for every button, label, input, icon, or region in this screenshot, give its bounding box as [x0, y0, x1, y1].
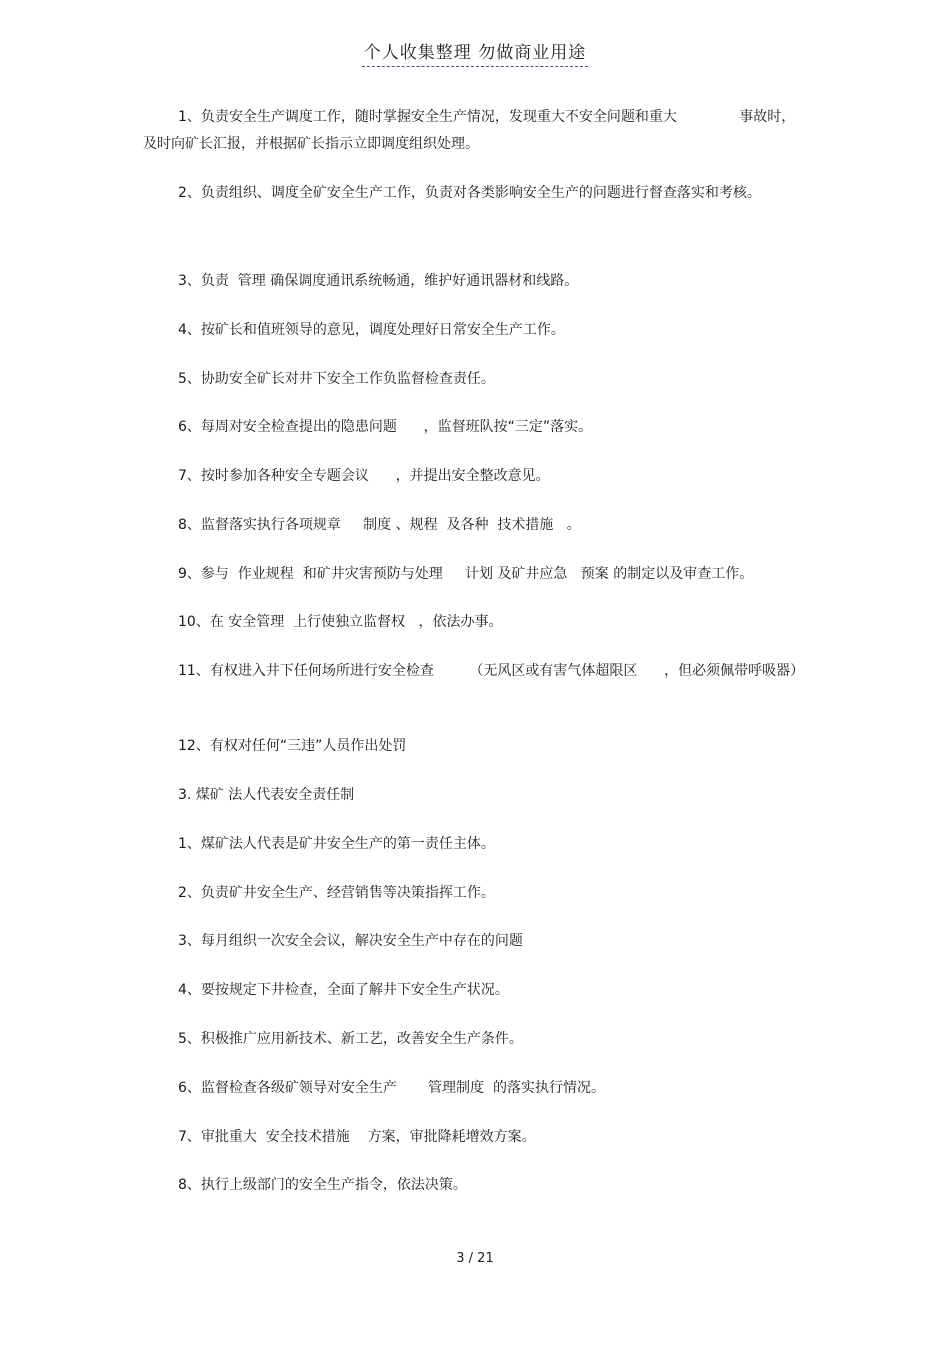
paragraph-2: 2、负责组织、调度全矿安全生产工作，负责对各类影响安全生产的问题进行督查落实和考核。 — [178, 185, 761, 201]
section-heading: 3. 煤矿 法人代表安全责任制 — [178, 787, 355, 803]
paragraph-9: 9、参与 作业规程 和矿井灾害预防与处理 计划 及矿井应急 预案 的制定以及审查工作。 — [178, 566, 754, 582]
paragraph-1: 1、负责安全生产调度工作，随时掌握安全生产情况，发现重大不安全问题和重大 事故时，及时向矿长汇报，并根据矿长指示立即调度组织处理。 — [143, 109, 796, 152]
paragraph-20: 8、执行上级部门的安全生产指令，依法决策。 — [178, 1177, 467, 1193]
paragraph-3: 3、负责 管理 确保调度通讯系统畅通，维护好通讯器材和线路。 — [178, 273, 579, 289]
page-number: 3 / 21 — [456, 1251, 494, 1266]
page-header — [0, 38, 950, 67]
paragraph-6: 6、每周对安全检查提出的隐患问题 ，监督班队按“三定”落实。 — [178, 419, 593, 435]
paragraph-7: 7、按时参加各种安全专题会议 ，并提出安全整改意见。 — [178, 468, 550, 484]
paragraph-5: 5、协助安全矿长对井下安全工作负监督检查责任。 — [178, 371, 495, 387]
paragraph-8: 8、监督落实执行各项规章 制度 、规程 及各种 技术措施 。 — [178, 517, 581, 533]
paragraph-14: 2、负责矿井安全生产、经营销售等决策指挥工作。 — [178, 885, 495, 901]
header-title: 个人收集整理 勿做商业用途 — [362, 38, 588, 67]
paragraph-10: 10、在 安全管理 上行使独立监督权 ，依法办事。 — [178, 614, 503, 630]
paragraph-11: 11、有权进入井下任何场所进行安全检查 （无风区或有害气体超限区 ，但必须佩带呼吸器） — [178, 663, 805, 679]
paragraph-4: 4、按矿长和值班领导的意见，调度处理好日常安全生产工作。 — [178, 322, 565, 338]
paragraph-18: 6、监督检查各级矿领导对安全生产 管理制度 的落实执行情况。 — [178, 1080, 605, 1096]
paragraph-13: 1、煤矿法人代表是矿井安全生产的第一责任主体。 — [178, 836, 495, 852]
paragraph-15: 3、每月组织一次安全会议，解决安全生产中存在的问题 — [178, 933, 523, 949]
paragraph-19: 7、审批重大 安全技术措施 方案，审批降耗增效方案。 — [178, 1129, 536, 1145]
paragraph-16: 4、要按规定下井检查，全面了解井下安全生产状况。 — [178, 982, 509, 998]
paragraph-17: 5、积极推广应用新技术、新工艺，改善安全生产条件。 — [178, 1031, 523, 1047]
paragraph-12: 12、有权对任何“三违”人员作出处罚 — [178, 738, 407, 754]
